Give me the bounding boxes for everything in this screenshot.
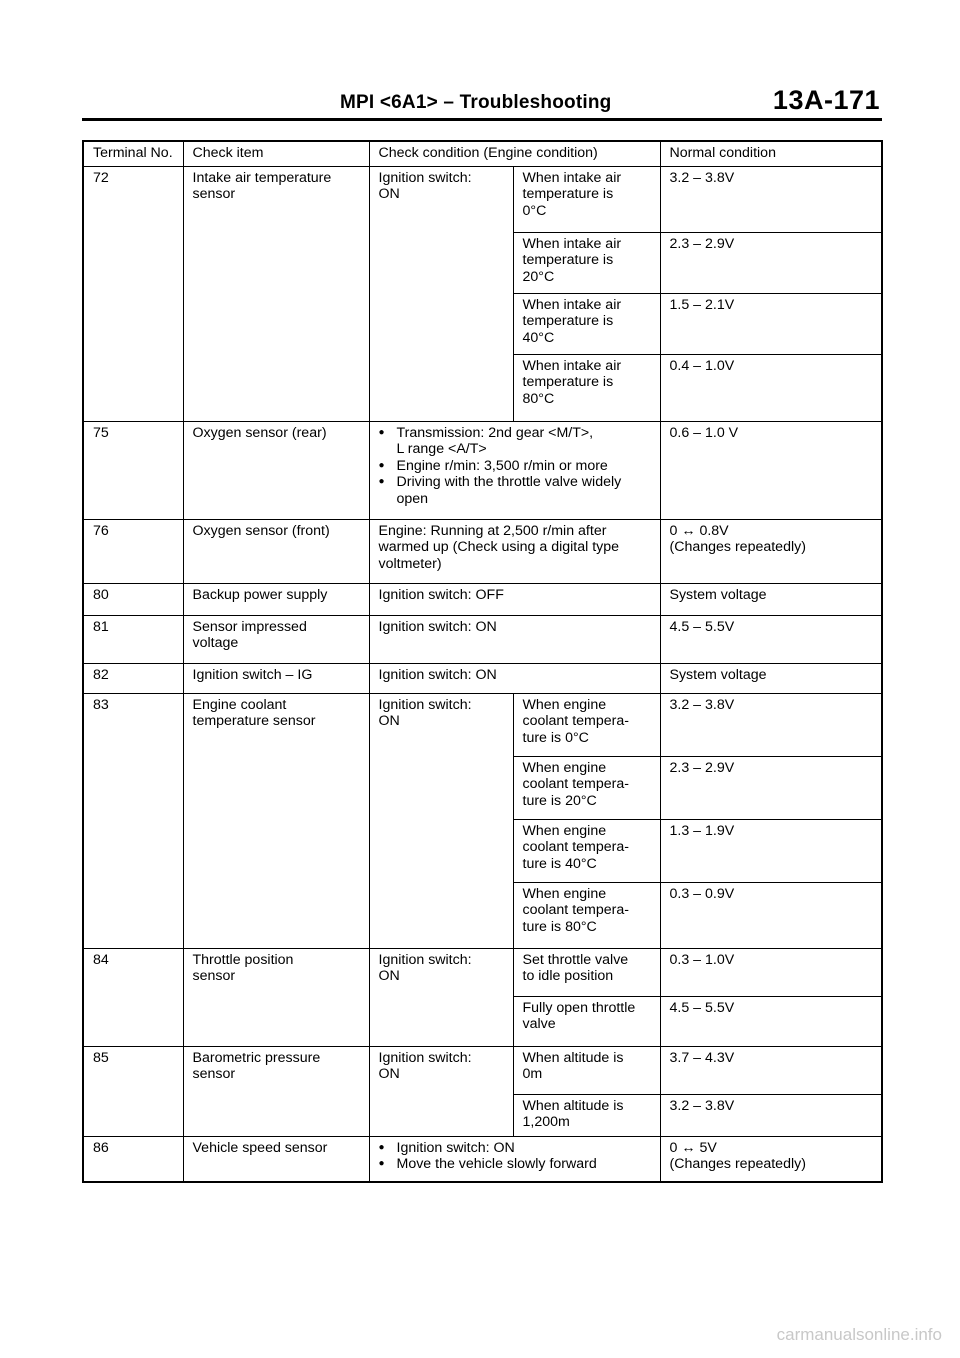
terminal-cell: 85 bbox=[83, 1046, 183, 1136]
terminal-cell: 72 bbox=[83, 166, 183, 421]
check-item-cell: Backup power supply bbox=[183, 583, 369, 615]
condition-cell: Ignition switch: ON bbox=[369, 1046, 513, 1136]
normal-cell: 2.3 – 2.9V bbox=[660, 232, 882, 293]
check-item-cell: Vehicle speed sensor bbox=[183, 1136, 369, 1182]
normal-cell: 3.2 – 3.8V bbox=[660, 1094, 882, 1136]
terminal-check-table bbox=[82, 140, 883, 1183]
condition-cell: Engine: Running at 2,500 r/min after warmed up (Check using a digital type voltmeter) bbox=[369, 519, 660, 583]
normal-cell: 0.4 – 1.0V bbox=[660, 354, 882, 421]
normal-cell: 3.2 – 3.8V bbox=[660, 693, 882, 756]
normal-cell: 2.3 – 2.9V bbox=[660, 756, 882, 819]
check-item-cell: Barometric pressure sensor bbox=[183, 1046, 369, 1136]
table-row bbox=[83, 166, 882, 232]
sub-condition-cell: When engine coolant tempera- ture is 80°C bbox=[513, 882, 660, 948]
condition-cell: Ignition switch: ON bbox=[369, 948, 513, 1046]
sub-condition-cell: When altitude is 1,200m bbox=[513, 1094, 660, 1136]
table-row bbox=[83, 663, 882, 693]
check-item-cell: Engine coolant temperature sensor bbox=[183, 693, 369, 948]
condition-cell bbox=[369, 1136, 660, 1182]
sub-condition-cell: When intake air temperature is 80°C bbox=[513, 354, 660, 421]
col-header-check-condition: Check condition (Engine condition) bbox=[369, 141, 660, 166]
normal-cell: 0.3 – 1.0V bbox=[660, 948, 882, 996]
normal-cell: 3.7 – 4.3V bbox=[660, 1046, 882, 1094]
table-row bbox=[83, 615, 882, 663]
normal-cell: System voltage bbox=[660, 583, 882, 615]
sub-condition-cell: When engine coolant tempera- ture is 40°C bbox=[513, 819, 660, 882]
table-row bbox=[83, 948, 882, 996]
normal-cell: 0.3 – 0.9V bbox=[660, 882, 882, 948]
sub-condition-cell: When intake air temperature is 20°C bbox=[513, 232, 660, 293]
list-item: ● Driving with the throttle valve widely open bbox=[397, 474, 651, 507]
sub-condition-cell: Set throttle valve to idle position bbox=[513, 948, 660, 996]
page-number: 13A-171 bbox=[772, 85, 880, 115]
terminal-cell: 76 bbox=[83, 519, 183, 583]
check-item-cell: Sensor impressed voltage bbox=[183, 615, 369, 663]
terminal-cell: 80 bbox=[83, 583, 183, 615]
table-row bbox=[83, 693, 882, 756]
col-header-terminal: Terminal No. bbox=[83, 141, 183, 166]
sub-condition-cell: Fully open throttle valve bbox=[513, 996, 660, 1046]
sub-condition-cell: When altitude is 0m bbox=[513, 1046, 660, 1094]
list-item: ● Ignition switch: ON bbox=[397, 1140, 651, 1157]
normal-cell: System voltage bbox=[660, 663, 882, 693]
sub-condition-cell: When intake air temperature is 0°C bbox=[513, 166, 660, 232]
table-row bbox=[83, 583, 882, 615]
check-item-cell: Intake air temperature sensor bbox=[183, 166, 369, 421]
normal-cell: 4.5 – 5.5V bbox=[660, 996, 882, 1046]
table-row bbox=[83, 1136, 882, 1182]
table-row bbox=[83, 421, 882, 519]
normal-cell: 1.3 – 1.9V bbox=[660, 819, 882, 882]
list-item: ● Transmission: 2nd gear <M/T>, L range <A/T> bbox=[397, 425, 651, 458]
check-item-cell: Oxygen sensor (front) bbox=[183, 519, 369, 583]
table-row bbox=[83, 519, 882, 583]
terminal-cell: 84 bbox=[83, 948, 183, 1046]
condition-cell bbox=[369, 421, 660, 519]
sub-condition-cell: When intake air temperature is 40°C bbox=[513, 293, 660, 354]
normal-cell: 0 ↔ 0.8V (Changes repeatedly) bbox=[660, 519, 882, 583]
table-header-row bbox=[83, 141, 882, 166]
sub-condition-cell: When engine coolant tempera- ture is 20°C bbox=[513, 756, 660, 819]
check-item-cell: Ignition switch – IG bbox=[183, 663, 369, 693]
check-item-cell: Oxygen sensor (rear) bbox=[183, 421, 369, 519]
terminal-cell: 81 bbox=[83, 615, 183, 663]
normal-cell: 0.6 – 1.0 V bbox=[660, 421, 882, 519]
col-header-normal-condition: Normal condition bbox=[660, 141, 882, 166]
normal-cell: 1.5 – 2.1V bbox=[660, 293, 882, 354]
normal-cell: 4.5 – 5.5V bbox=[660, 615, 882, 663]
terminal-cell: 86 bbox=[83, 1136, 183, 1182]
condition-bullet-list bbox=[379, 425, 651, 508]
list-item: ● Engine r/min: 3,500 r/min or more bbox=[397, 458, 651, 475]
condition-cell: Ignition switch: OFF bbox=[369, 583, 660, 615]
page-title: MPI <6A1> – Troubleshooting bbox=[340, 92, 612, 113]
page-header bbox=[82, 85, 882, 122]
condition-cell: Ignition switch: ON bbox=[369, 166, 513, 421]
header-rule bbox=[82, 118, 882, 121]
condition-cell: Ignition switch: ON bbox=[369, 663, 660, 693]
normal-cell: 0 ↔ 5V (Changes repeatedly) bbox=[660, 1136, 882, 1182]
terminal-cell: 83 bbox=[83, 693, 183, 948]
watermark-text: carmanualsonline.info bbox=[776, 1325, 942, 1344]
check-item-cell: Throttle position sensor bbox=[183, 948, 369, 1046]
condition-cell: Ignition switch: ON bbox=[369, 615, 660, 663]
list-item: ● Move the vehicle slowly forward bbox=[397, 1156, 651, 1173]
terminal-cell: 82 bbox=[83, 663, 183, 693]
normal-cell: 3.2 – 3.8V bbox=[660, 166, 882, 232]
col-header-check-item: Check item bbox=[183, 141, 369, 166]
condition-cell: Ignition switch: ON bbox=[369, 693, 513, 948]
terminal-cell: 75 bbox=[83, 421, 183, 519]
table-row bbox=[83, 1046, 882, 1094]
condition-bullet-list bbox=[379, 1140, 651, 1173]
sub-condition-cell: When engine coolant tempera- ture is 0°C bbox=[513, 693, 660, 756]
